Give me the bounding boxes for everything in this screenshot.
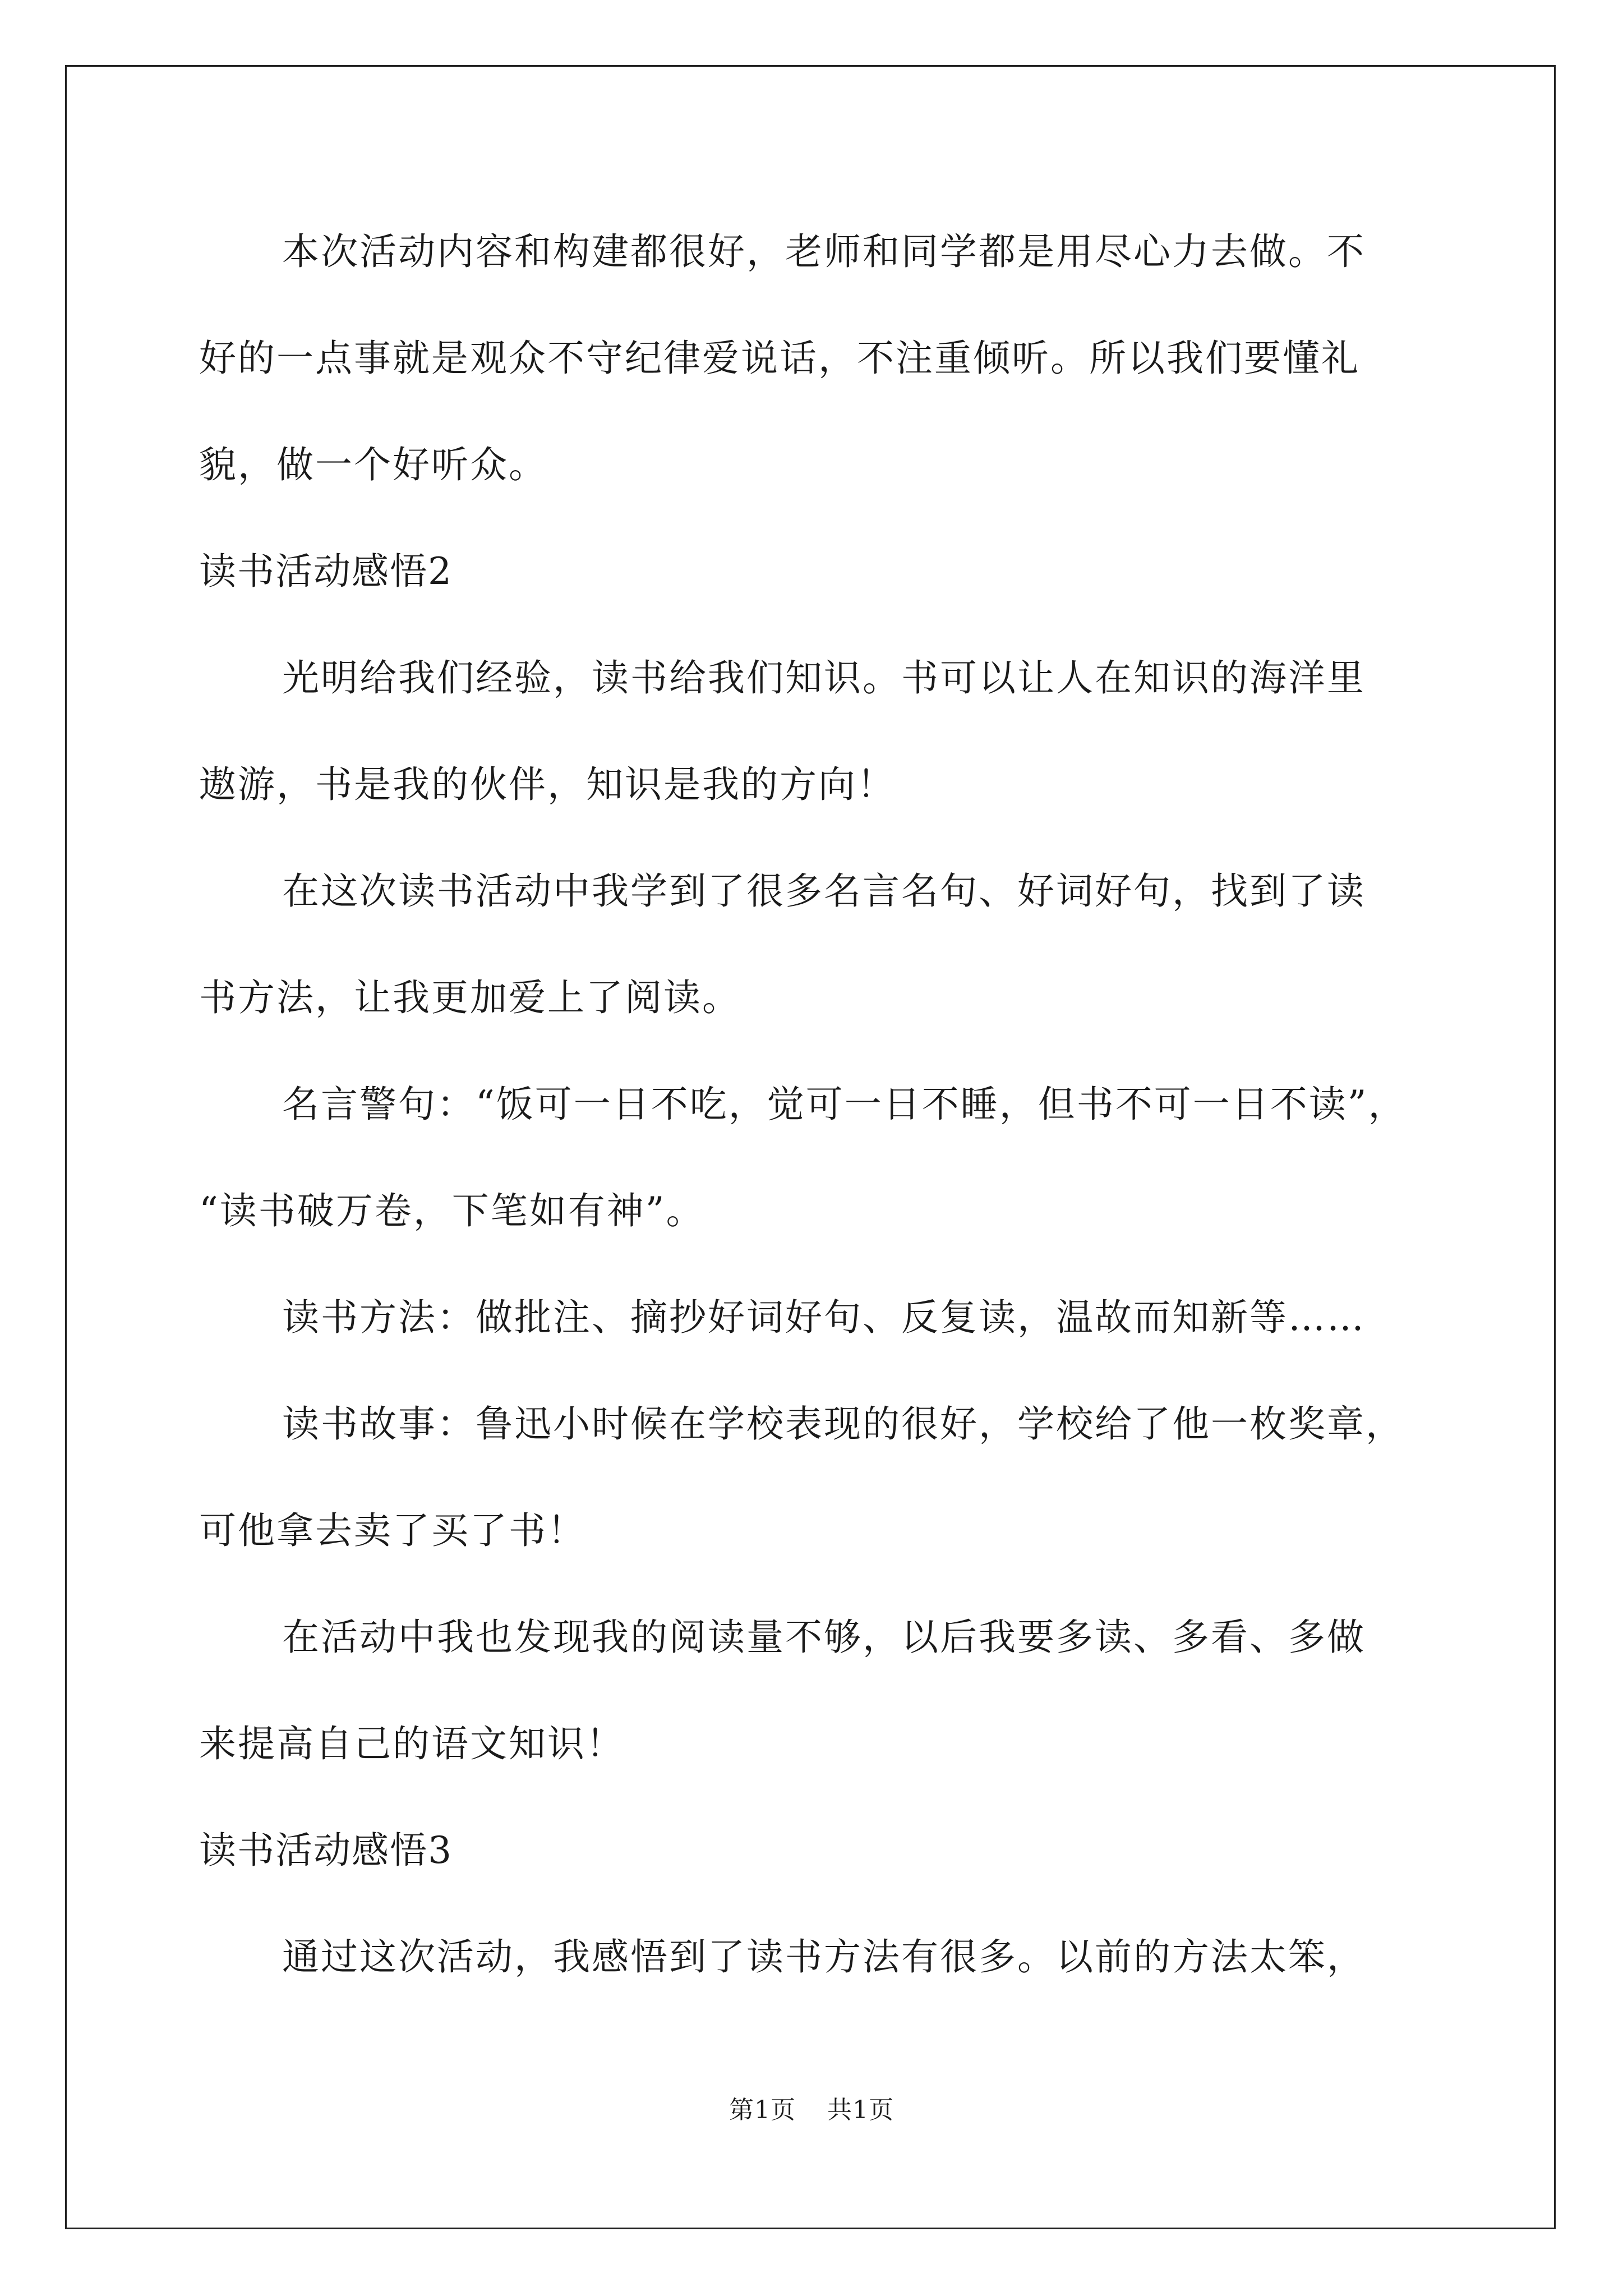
paragraph-line: 在这次读书活动中我学到了很多名言名句、好词好句，找到了读 (282, 869, 1366, 913)
paragraph-line: 书方法，让我更加爱上了阅读。 (199, 976, 741, 1019)
section-heading: 读书活动感悟3 (199, 1829, 453, 1872)
paragraph-line: 读书故事：鲁迅小时候在学校表现的很好，学校给了他一枚奖章， (282, 1402, 1404, 1446)
paragraph-line: 光明给我们经验，读书给我们知识。书可以让人在知识的海洋里 (282, 656, 1366, 700)
paragraph-line: 貌，做一个好听众。 (199, 443, 547, 486)
paragraph-line: 在活动中我也发现我的阅读量不够，以后我要多读、多看、多做 (282, 1616, 1366, 1659)
section-heading: 读书活动感悟2 (199, 550, 453, 593)
document-body (199, 213, 1433, 2025)
paragraph-line: “读书破万卷，下笔如有神”。 (199, 1189, 705, 1232)
paragraph-line: 来提高自己的语文知识！ (199, 1722, 625, 1765)
page-footer (0, 2090, 1623, 2125)
paragraph-line: 通过这次活动，我感悟到了读书方法有很多。以前的方法太笨， (282, 1935, 1366, 1978)
paragraph-line: 好的一点事就是观众不守纪律爱说话，不注重倾听。所以我们要懂礼 (199, 337, 1360, 380)
page-number: 第1页 (729, 2096, 796, 2124)
paragraph-line: 名言警句：“饭可一日不吃，觉可一日不睡，但书不可一日不读”， (282, 1083, 1407, 1126)
page-total: 共1页 (827, 2096, 894, 2124)
paragraph-line: 本次活动内容和构建都很好，老师和同学都是用尽心力去做。不 (282, 230, 1366, 273)
paragraph-line: 读书方法：做批注、摘抄好词好句、反复读，温故而知新等…… (282, 1296, 1366, 1339)
paragraph-line: 遨游，书是我的伙伴，知识是我的方向！ (199, 763, 896, 806)
paragraph-line: 可他拿去卖了买了书！ (199, 1509, 586, 1552)
